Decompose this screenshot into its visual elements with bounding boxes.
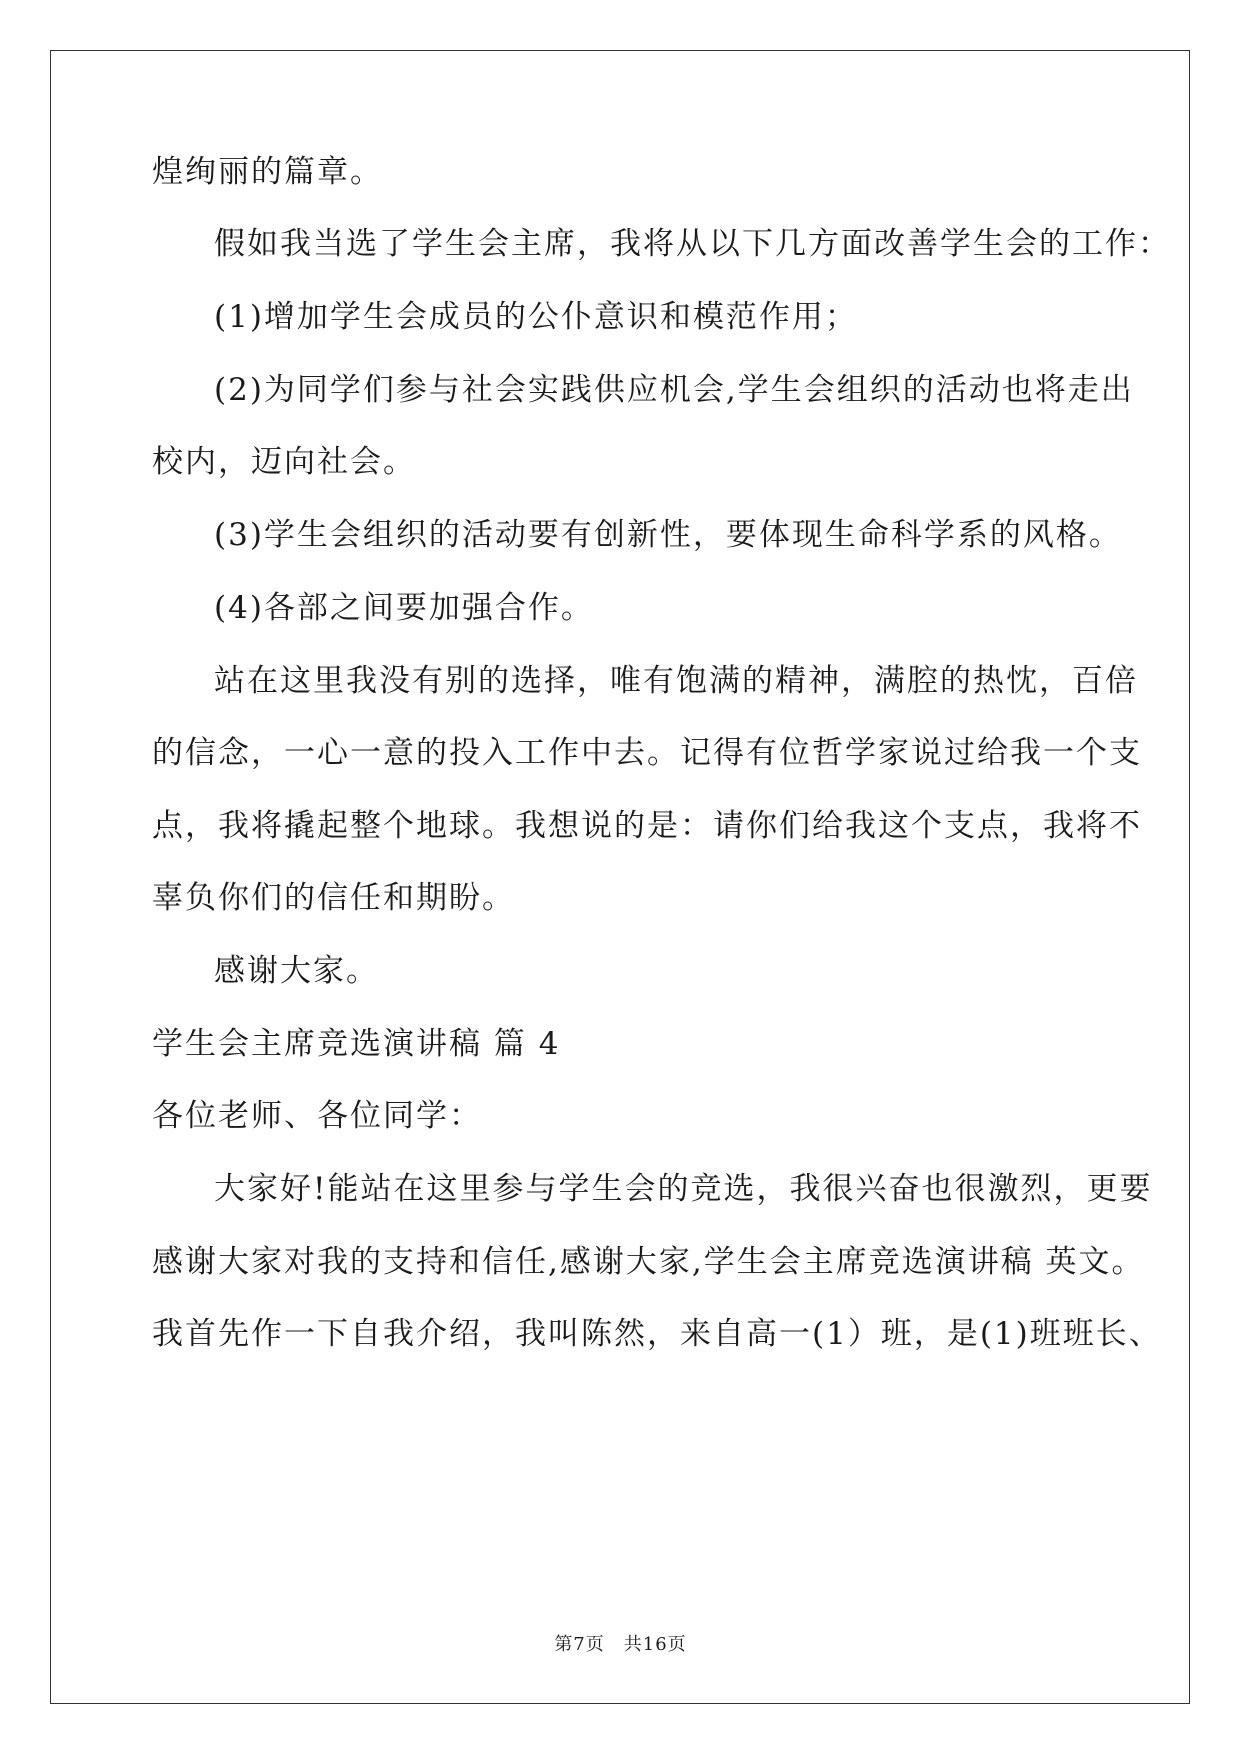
page-number: 第7页 共16页	[554, 1634, 687, 1655]
list-item: (2)为同学们参与社会实践供应机会,学生会组织的活动也将走出	[214, 372, 1134, 408]
text-line: 的信念，一心一意的投入工作中去。记得有位哲学家说过给我一个支	[152, 735, 1142, 771]
text-line: 假如我当选了学生会主席，我将从以下几方面改善学生会的工作：	[214, 226, 1171, 262]
section-heading: 学生会主席竞选演讲稿 篇 4	[152, 1026, 561, 1062]
text-line: 我首先作一下自我介绍，我叫陈然，来自高一(1）班，是(1)班班长、	[152, 1316, 1162, 1352]
text-line: 感谢大家对我的支持和信任,感谢大家,学生会主席竞选演讲稿 英文。	[152, 1244, 1145, 1280]
text-line: 辜负你们的信任和期盼。	[152, 880, 515, 916]
text-line: 大家好!能站在这里参与学生会的竞选，我很兴奋也很激烈，更要	[214, 1171, 1153, 1207]
text-line: 煌绚丽的篇章。	[152, 154, 383, 190]
list-item: (1)增加学生会成员的公仆意识和模范作用；	[214, 299, 858, 335]
text-line: 站在这里我没有别的选择，唯有饱满的精神，满腔的热忱，百倍	[214, 663, 1138, 699]
list-item: (3)学生会组织的活动要有创新性，要体现生命科学系的风格。	[214, 517, 1122, 553]
text-line: 点，我将撬起整个地球。我想说的是：请你们给我这个支点，我将不	[152, 808, 1142, 844]
text-line: 校内，迈向社会。	[152, 444, 416, 480]
list-item: (4)各部之间要加强合作。	[214, 590, 594, 626]
text-line: 感谢大家。	[214, 953, 379, 989]
salutation: 各位老师、各位同学：	[152, 1098, 482, 1134]
